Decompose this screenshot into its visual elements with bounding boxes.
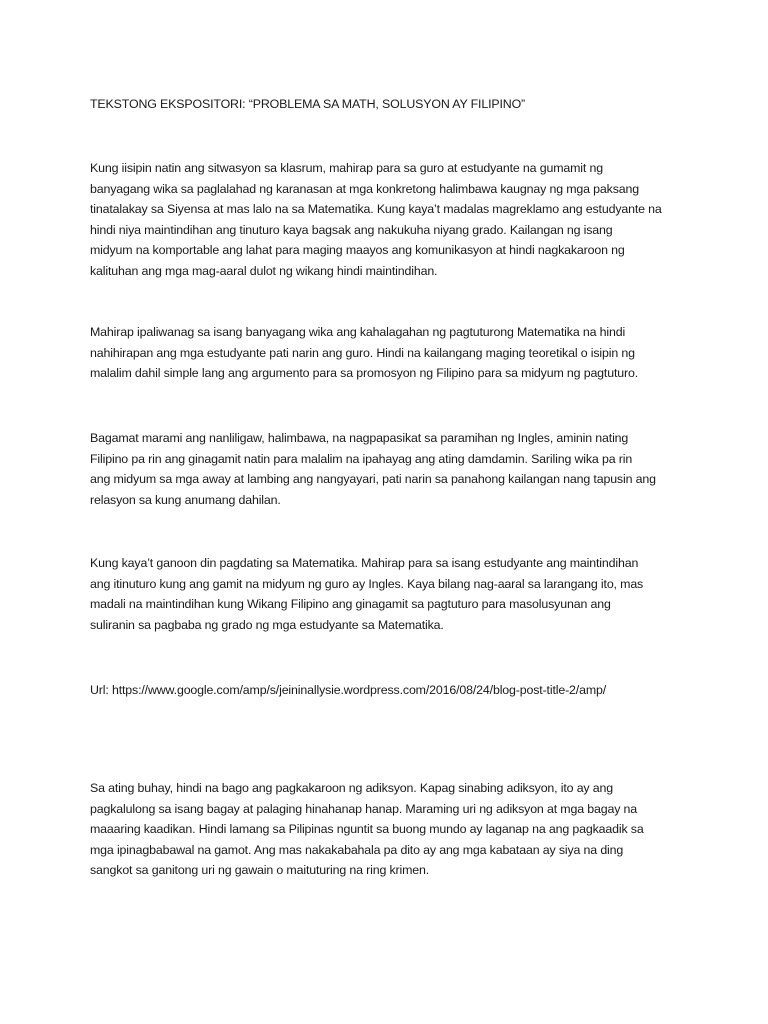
paragraph-line: hindi niya maintindihan ang tinuturo kaya bagsak ang nakukuha niyang grado. Kailangan ng isang: [90, 222, 613, 237]
paragraph-line: Mahirap ipaliwanag sa isang banyagang wika ang kahalagahan ng pagtuturong Matematika na hindi: [90, 325, 626, 339]
paragraph-3: [90, 428, 690, 510]
paragraph-line: Bagamat marami ang nanliligaw, halimbawa, na nagpapasikat sa paramihan ng Ingles, aminin nating: [90, 431, 629, 445]
paragraph-line: sangkot sa ganitong uri ng gawain o maituturing na ring krimen.: [90, 863, 430, 877]
source-url: [90, 680, 690, 701]
paragraph-2: [90, 322, 690, 384]
paragraph-line: midyum na komportable ang lahat para maging maayos ang komunikasyon at hindi nagkakaroon ng: [90, 243, 625, 257]
paragraph-line: banyagang wika sa paglalahad ng karanasan at mga konkretong halimbawa kaugnay ng mga paksang: [90, 181, 639, 196]
paragraph-line: nahihirapan ang mga estudyante pati narin ang guro. Hindi na kailangang maging teoretikal o isipin ng: [90, 345, 635, 360]
document-title: [90, 94, 690, 115]
url-text: Url: https://www.google.com/amp/s/jeininallysie.wordpress.com/2016/08/24/blog-post-title-2/amp/: [90, 683, 607, 697]
paragraph-line: relasyon sa kung anumang dahilan.: [90, 492, 281, 507]
paragraph-line: Sa ating buhay, hindi na bago ang pagkakaroon ng adiksyon. Kapag sinabing adiksyon, ito ay ang: [90, 781, 613, 795]
paragraph-line: pagkalulong sa isang bagay at palaging hinahanap hanap. Maraming uri ng adiksyon at mga bagay na: [90, 801, 638, 816]
paragraph-line: kalituhan ang mga mag-aaral dulot ng wikang hindi maintindihan.: [90, 263, 438, 278]
paragraph-line: Kung kaya’t ganoon din pagdating sa Matematika. Mahirap para sa isang estudyante ang maintindihan: [90, 556, 639, 570]
paragraph-5: [90, 778, 690, 881]
paragraph-line: malalim dahil simple lang ang argumento para sa promosyon ng Filipino para sa midyum ng pagtuturo.: [90, 366, 638, 380]
paragraph-line: ang midyum sa mga away at lambing ang nangyayari, pati narin sa panahong kailangan nang tapusin ang: [90, 472, 656, 486]
title-text: TEKSTONG EKSPOSITORI: “PROBLEMA SA MATH, SOLUSYON AY FILIPINO”: [90, 97, 526, 111]
paragraph-1: [90, 158, 690, 281]
paragraph-4: [90, 553, 690, 635]
paragraph-line: tinatalakay sa Siyensa at mas lalo na sa Matematika. Kung kaya’t madalas magreklamo ang estudyante na: [90, 202, 662, 216]
paragraph-line: suliranin sa pagbaba ng grado ng mga estudyante sa Matematika.: [90, 617, 444, 632]
paragraph-line: ang itinuturo kung ang gamit na midyum ng guro ay Ingles. Kaya bilang nag-aaral sa larangang ito, mas: [90, 576, 644, 591]
paragraph-line: Filipino pa rin ang ginagamit natin para malalim na ipahayag ang ating damdamin. Sariling wika pa rin: [90, 451, 633, 466]
paragraph-line: maaaring kaadikan. Hindi lamang sa Pilipinas nguntit sa buong mundo ay laganap na ang pagkaadik sa: [90, 822, 644, 836]
paragraph-line: Kung iisipin natin ang sitwasyon sa klasrum, mahirap para sa guro at estudyante na gumamit ng: [90, 161, 603, 175]
paragraph-line: madali na maintindihan kung Wikang Filipino ang ginagamit sa pagtuturo para masolusyunan ang: [90, 597, 611, 611]
paragraph-line: mga ipinagbabawal na gamot. Ang mas nakakabahala pa dito ay ang mga kabataan ay siya na ding: [90, 842, 624, 857]
